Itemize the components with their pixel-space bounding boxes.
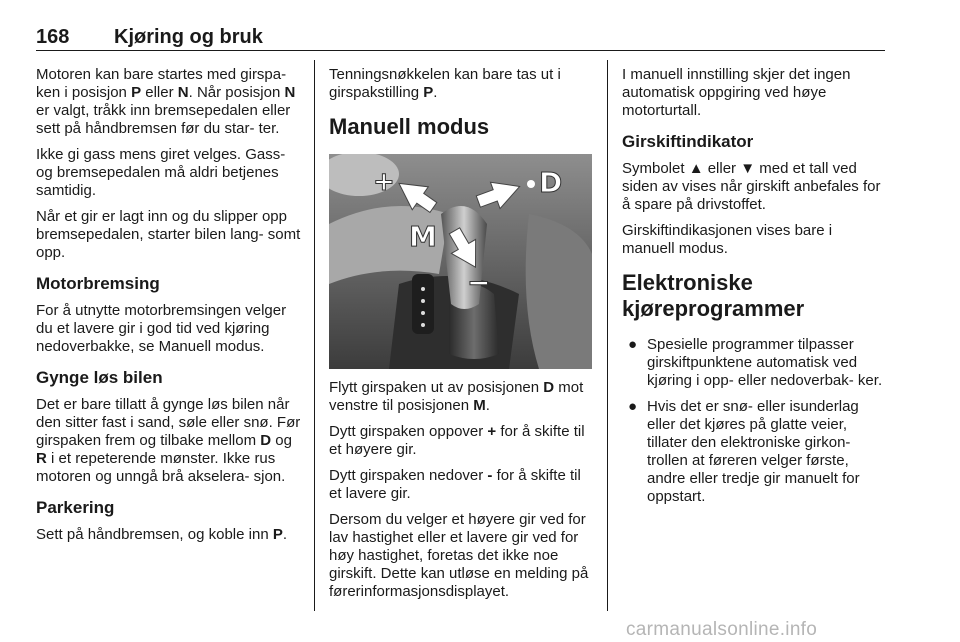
- paragraph-indicator-symbol: Symbolet ▲ eller ▼ med et tall ved siden av vises når girskift anbefales for å spare på drivstoffet.: [622, 160, 881, 213]
- plus-label: +: [373, 167, 395, 197]
- list-item: ● Hvis det er snø- eller isunderlag eller det kjøres på glatte veier, tillater den elektroniske girkon‐ trollen at føreren velger første, andre eller tredje gir manuelt for oppstart.: [628, 398, 860, 505]
- heading-parkering: Parkering: [36, 498, 115, 517]
- paragraph-no-auto-upshift: I manuell innstilling skjer det ingen automatisk oppgiring ved høye motorturtall.: [622, 66, 851, 119]
- heading-motorbremsing: Motorbremsing: [36, 274, 160, 293]
- heading-manuell-modus: Manuell modus: [329, 114, 490, 139]
- paragraph-upshift: Dytt girspaken oppover + for å skifte til et høyere gir.: [329, 423, 585, 458]
- m-label: M: [409, 220, 437, 253]
- minus-label: −: [467, 266, 491, 299]
- heading-girskiftindikator: Girskiftindikator: [622, 132, 754, 151]
- paragraph-move-lever: Flytt girspaken ut av posisjonen D mot venstre til posisjonen M.: [329, 379, 584, 414]
- column-divider-1: [314, 60, 315, 611]
- heading-elektroniske: Elektroniske kjøreprogrammer: [622, 270, 805, 321]
- paragraph-downshift: Dytt girspaken nedover - for å skifte til et lavere gir.: [329, 467, 581, 502]
- paragraph-gynge: Det er bare tillatt å gynge løs bilen når den sitter fast i sand, søle eller snø. Før girspaken frem og tilbake mellom D og R i et repeterende mønster. Ikke rus motoren og unngå brå akselera‐ sjon.: [36, 396, 301, 485]
- page-number: 168: [36, 26, 70, 48]
- chapter-title: Kjøring og bruk: [114, 26, 263, 48]
- heading-gynge: Gynge løs bilen: [36, 368, 163, 387]
- paragraph-start-conditions: Motoren kan bare startes med girspa‐ ken i posisjon P eller N. Når posisjon N er valgt, tråkk inn bremsepedalen eller sett på håndbremsen før du star‐ ter.: [36, 66, 296, 137]
- paragraph-parkering: Sett på håndbremsen, og koble inn P.: [36, 526, 288, 543]
- paragraph-key-removal: Tenningsnøkkelen kan bare tas ut i girspakstilling P.: [329, 66, 561, 101]
- bullet-icon: ●: [628, 398, 638, 415]
- paragraph-indicator-manual: Girskiftindikasjonen vises bare i manuell modus.: [622, 222, 833, 257]
- d-label: D: [539, 166, 563, 199]
- column-3: [622, 66, 885, 514]
- column-2: [329, 66, 592, 609]
- paragraph-no-shift: Dersom du velger et høyere gir ved for lav hastighet eller et lavere gir ved for høy hastighet, foretas det ikke noe girskift. Dette kan utløse en melding på førerinformasjonsdisplayet.: [329, 511, 589, 600]
- paragraph-no-gas: Ikke gi gass mens giret velges. Gass- og bremsepedalen må aldri betjenes samtidig.: [36, 146, 286, 199]
- program-list: [622, 336, 885, 506]
- page-header: [36, 26, 885, 51]
- watermark: carmanualsonline.info: [626, 619, 818, 640]
- gear-lever-photo: [329, 154, 592, 369]
- list-item: ● Spesielle programmer tilpasser girskiftpunktene automatisk ved kjøring i opp- eller nedoverbak‐ ker.: [628, 336, 883, 389]
- paragraph-motorbremsing: For å utnytte motorbremsingen velger du et lavere gir i god tid ved kjøring nedoverbakke, se Manuell modus.: [36, 302, 287, 355]
- column-divider-2: [607, 60, 608, 611]
- column-1: [36, 66, 302, 552]
- bullet-icon: ●: [628, 336, 638, 353]
- paragraph-creep: Når et gir er lagt inn og du slipper opp bremsepedalen, starter bilen lang‐ somt opp.: [36, 208, 301, 261]
